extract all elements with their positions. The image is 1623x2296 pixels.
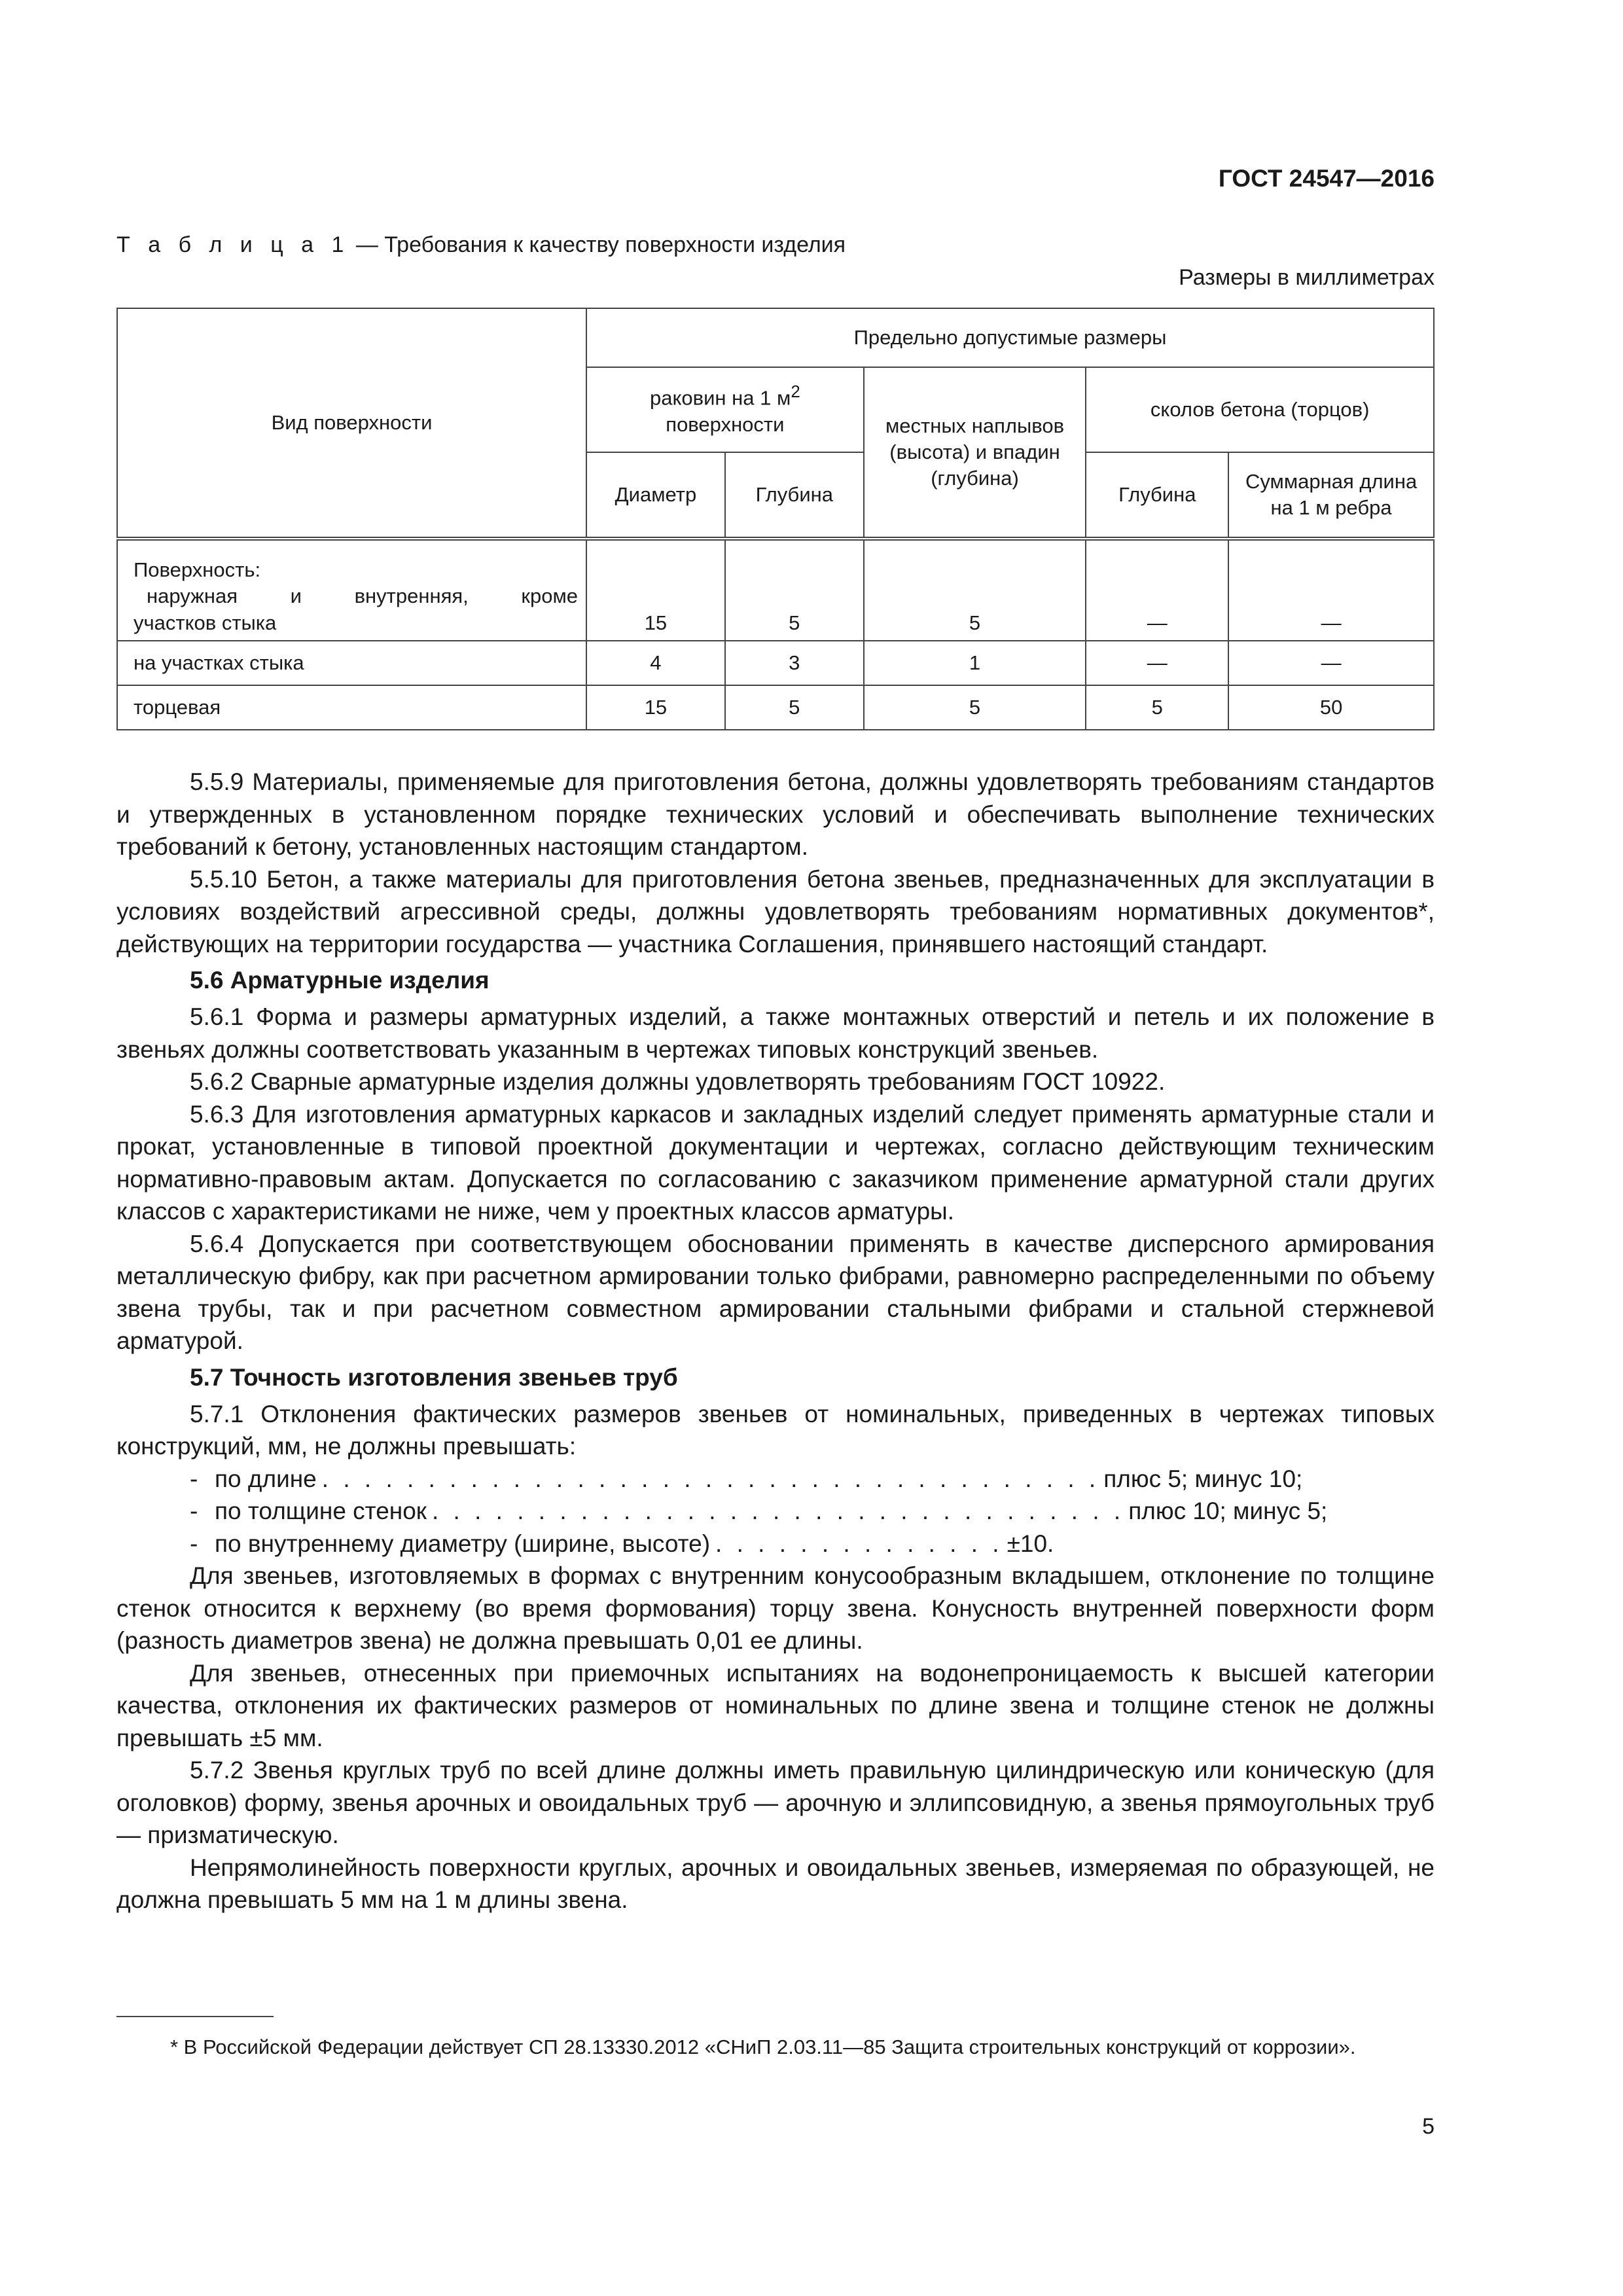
paragraph-watertight: Для звеньев, отнесенных при приемочных испытаниях на водонепроницаемость к высшей категории качества, отклонения их фактических размеров от номинальных по длине звена и толщине стенок не должны превышать ±5 мм. <box>116 1659 1435 1751</box>
header-limits: Предельно допустимые размеры <box>586 308 1434 367</box>
table-caption-text: — Требования к качеству поверхности изделия <box>349 232 846 257</box>
header-shells-text: раковин на 1 м <box>650 386 791 410</box>
cell-diameter: 4 <box>586 641 725 685</box>
paragraph-5-5-10: 5.5.10 Бетон, а также материалы для приготовления бетона звеньев, предназначенных для эксплуатации в условиях воздействий агрессивной среды, должны удовлетворять требованиям нормативных документов*, действующих на территории государства — участника Соглашения, принявшего настоящий стандарт. <box>116 865 1435 958</box>
row-label-line2: наружная и внутренняя, кроме <box>147 584 578 608</box>
subheader-depth: Глубина <box>725 452 864 539</box>
list-value: ±10. <box>1007 1530 1054 1557</box>
cell-depth: 5 <box>725 539 864 641</box>
cell-total-length: 50 <box>1228 685 1434 730</box>
cell-diameter: 15 <box>586 539 725 641</box>
list-bullet: - <box>190 1465 198 1492</box>
subheader-chip-depth: Глубина <box>1086 452 1228 539</box>
row-label-line3: участков стыка <box>134 611 277 634</box>
table-caption <box>116 232 846 258</box>
cell-local: 5 <box>864 685 1086 730</box>
cell-chip-depth: — <box>1086 641 1228 685</box>
cell-diameter: 15 <box>586 685 725 730</box>
cell-chip-depth: — <box>1086 539 1228 641</box>
section-heading-5-6: 5.6 Арматурные изделия <box>190 967 490 994</box>
table-row <box>117 641 1434 685</box>
cell-chip-depth: 5 <box>1086 685 1228 730</box>
row-label-line1: Поверхность: <box>134 558 261 582</box>
document-body <box>116 766 1435 1916</box>
row-label: торцевая <box>117 685 586 730</box>
cell-total-length: — <box>1228 539 1434 641</box>
document-code: ГОСТ 24547—2016 <box>1218 165 1435 192</box>
surface-quality-table <box>116 308 1435 730</box>
subheader-total-length: Суммарная длина на 1 м ребра <box>1228 452 1434 539</box>
list-label: по толщине стенок <box>215 1498 427 1524</box>
table-row <box>117 685 1434 730</box>
table-caption-label: Т а б л и ц а 1 <box>116 232 350 257</box>
footnote-divider <box>116 2016 274 2017</box>
list-bullet: - <box>190 1498 198 1524</box>
list-leader-dots: . . . . . . . . . . . . . . <box>715 1530 1003 1557</box>
paragraph-5-6-4: 5.6.4 Допускается при соответствующем обосновании применять в качестве дисперсного армирования металлическую фибру, как при расчетном армировании только фибрами, равномерно распределенными по объему звена трубы, так и при расчетном совместном армировании стальными фибрами и стальной стержневой арматурой. <box>116 1230 1435 1354</box>
list-label: по длине <box>215 1465 317 1492</box>
list-leader-dots: . . . . . . . . . . . . . . . . . . . . . . . . . . . . . . . . . <box>432 1498 1125 1524</box>
paragraph-5-5-9: 5.5.9 Материалы, применяемые для приготовления бетона, должны удовлетворять требованиям стандартов и утвержденных в установленном порядке технических условий и обеспечивать выполнение технических требований к бетону, установленных настоящим стандартом. <box>116 768 1435 860</box>
list-label: по внутреннему диаметру (ширине, высоте) <box>215 1530 711 1557</box>
paragraph-5-6-2: 5.6.2 Сварные арматурные изделия должны удовлетворять требованиям ГОСТ 10922. <box>190 1068 1166 1095</box>
paragraph-5-7-1: 5.7.1 Отклонения фактических размеров звеньев от номинальных, приведенных в чертежах типовых конструкций, мм, не должны превышать: <box>116 1400 1435 1460</box>
list-bullet: - <box>190 1530 198 1557</box>
paragraph-cone: Для звеньев, изготовляемых в формах с внутренним конусообразным вкладышем, отклонение по толщине стенок относится к верхнему (во время формования) торцу звена. Конусность внутренней поверхности форм (разность диаметров звена) не должна превышать 0,01 ее длины. <box>116 1562 1435 1654</box>
cell-depth: 5 <box>725 685 864 730</box>
paragraph-straightness: Непрямолинейность поверхности круглых, арочных и овоидальных звеньев, измеряемая по образующей, не должна превышать 5 мм на 1 м длины звена. <box>116 1854 1435 1913</box>
cell-depth: 3 <box>725 641 864 685</box>
table-row <box>117 539 1434 641</box>
table-units: Размеры в миллиметрах <box>1179 265 1435 290</box>
list-item <box>116 1495 1435 1528</box>
row-label: на участках стыка <box>117 641 586 685</box>
section-heading-5-7: 5.7 Точность изготовления звеньев труб <box>190 1363 678 1391</box>
list-leader-dots: . . . . . . . . . . . . . . . . . . . . . . . . . . . . . . . . . . . . . <box>321 1465 1100 1492</box>
list-value: плюс 10; минус 5; <box>1128 1498 1328 1524</box>
header-shells <box>586 367 864 452</box>
list-value: плюс 5; минус 10; <box>1103 1465 1303 1492</box>
cell-local: 5 <box>864 539 1086 641</box>
list-item <box>116 1528 1435 1560</box>
paragraph-5-7-2: 5.7.2 Звенья круглых труб по всей длине должны иметь правильную цилиндрическую или коническую (для оголовков) форму, звенья арочных и овоидальных труб — арочную и эллипсовидную, а звенья прямоугольных труб — призматическую. <box>116 1757 1435 1848</box>
header-shells-tail: поверхности <box>666 412 785 436</box>
header-surface-type: Вид поверхности <box>117 308 586 539</box>
cell-total-length: — <box>1228 641 1434 685</box>
header-chips: сколов бетона (торцов) <box>1086 367 1434 452</box>
header-local: местных наплывов (высота) и впадин (глубина) <box>864 367 1086 539</box>
subheader-diameter: Диаметр <box>586 452 725 539</box>
cell-local: 1 <box>864 641 1086 685</box>
paragraph-5-6-3: 5.6.3 Для изготовления арматурных каркасов и закладных изделий следует применять арматурные стали и прокат, установленные в типовой проектной документации и чертежах, согласно действующим техническим нормативно-правовым актам. Допускается по согласованию с заказчиком применение арматурной стали других классов с характеристиками не ниже, чем у проектных классов арматуры. <box>116 1100 1435 1225</box>
footnote: * В Российской Федерации действует СП 28.13330.2012 «СНиП 2.03.11—85 Защита строительных конструкций от коррозии». <box>170 2036 1356 2058</box>
row-label <box>117 539 586 641</box>
paragraph-5-6-1: 5.6.1 Форма и размеры арматурных изделий, а также монтажных отверстий и петель и их положение в звеньях должны соответствовать указанным в чертежах типовых конструкций звеньев. <box>116 1003 1435 1063</box>
list-item <box>116 1463 1435 1496</box>
header-shells-sup: 2 <box>791 383 800 402</box>
page-number: 5 <box>1422 2114 1435 2139</box>
